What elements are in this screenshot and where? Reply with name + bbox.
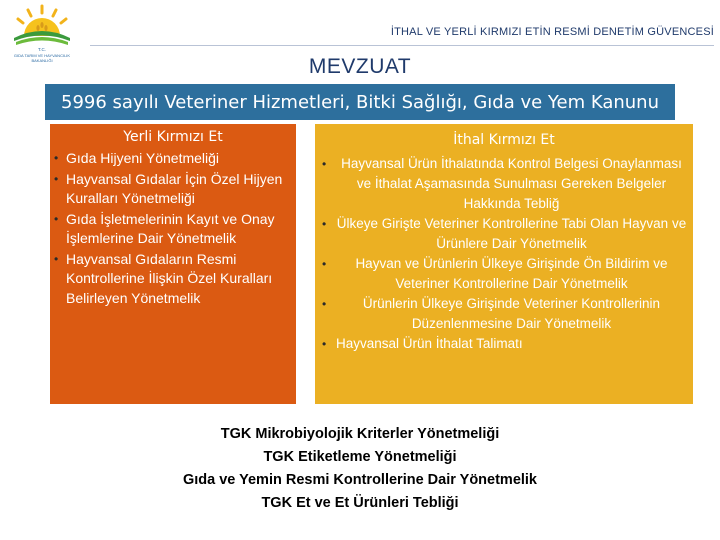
list-item: • Hayvansal Gıdalar İçin Özel Hijyen Kuralları Yönetmeliği [66, 170, 290, 209]
general-regulations [0, 423, 720, 515]
imported-red-meat-box [315, 124, 693, 404]
law-banner [45, 84, 675, 120]
list-item: • Gıda Hijyeni Yönetmeliği [66, 149, 290, 169]
regulation-line: TGK Et ve Et Ürünleri Tebliği [261, 495, 459, 511]
regulation-line: TGK Etiketleme Yönetmeliği [263, 449, 457, 465]
list-item: • Hayvan ve Ürünlerin Ülkeye Girişinde Ön Bildirim ve Veteriner Kontrollerine Dair Yönetmelik [336, 254, 687, 294]
list-item: • Ülkeye Girişte Veteriner Kontrollerine Tabi Olan Hayvan ve Ürünlere Dair Yönetmelik [336, 214, 687, 254]
list-item: • Ürünlerin Ülkeye Girişinde Veteriner Kontrollerinin Düzenlenmesine Dair Yönetmelik [336, 294, 687, 334]
domestic-title: Yerli Kırmızı Et [123, 129, 223, 145]
domestic-regulation-list [50, 149, 296, 308]
svg-text:BAKANLIĞI: BAKANLIĞI [31, 58, 53, 63]
list-item: • Hayvansal Gıdaların Resmi Kontrollerine İlişkin Özel Kuralları Belirleyen Yönetmelik [66, 250, 290, 309]
svg-text:T.C.: T.C. [37, 47, 47, 52]
law-banner-text: 5996 sayılı Veteriner Hizmetleri, Bitki Sağlığı, Gıda ve Yem Kanunu [61, 91, 659, 113]
page-title: MEVZUAT [308, 55, 412, 78]
header-divider [90, 45, 714, 46]
domestic-red-meat-box [50, 124, 296, 404]
list-item: • Hayvansal Ürün İthalatında Kontrol Belgesi Onaylanması ve İthalat Aşamasında Sunulması Gereken Belgeler Hakkında Tebliğ [336, 154, 687, 214]
list-item: • Gıda İşletmelerinin Kayıt ve Onay İşlemlerine Dair Yönetmelik [66, 210, 290, 249]
imported-title: İthal Kırmızı Et [453, 132, 555, 148]
list-item: • Hayvansal Ürün İthalat Talimatı [336, 334, 687, 354]
regulation-line: Gıda ve Yemin Resmi Kontrollerine Dair Yönetmelik [182, 472, 538, 488]
imported-regulation-list [315, 154, 693, 354]
header-title: İTHAL VE YERLİ KIRMIZI ETİN RESMİ DENETİM GÜVENCESİ [390, 26, 714, 38]
regulation-line: TGK Mikrobiyolojik Kriterler Yönetmeliği [220, 426, 500, 442]
svg-text:GIDA TARIM VE HAYVANCILIK: GIDA TARIM VE HAYVANCILIK [13, 53, 71, 58]
